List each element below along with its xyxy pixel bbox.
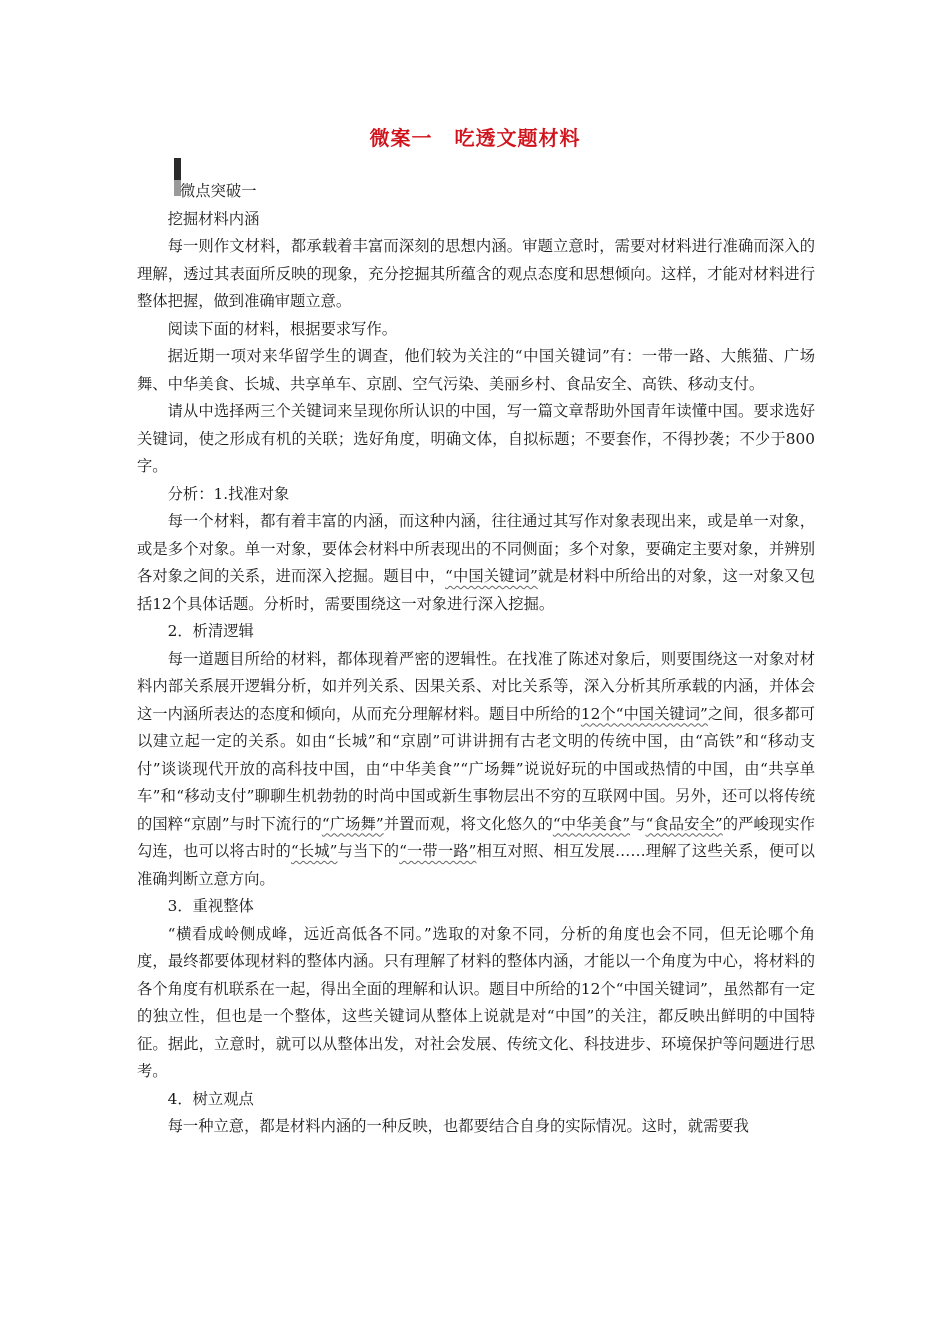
emphasis-wavy: “一带一路” bbox=[399, 842, 477, 860]
body-text bbox=[137, 178, 815, 1141]
text-run: 每一道题目所给的材料，都体现着严密的逻辑性。在找准了陈述对象后，则要围绕这一对象对材料内部关系展开逻辑分析，如并列关系、因果关系、对比关系等，深入分析其所承载的内涵，并体会这一内涵所表达的态度和倾向，从而充分理解材料。题目中所给的 bbox=[137, 649, 815, 723]
analysis-paragraph-1 bbox=[137, 508, 815, 618]
analysis-paragraph-3: “横看成岭侧成峰，远近高低各不同。”选取的对象不同，分析的角度也会不同，但无论哪个角度，最终都要体现材料的整体内涵。只有理解了材料的整体内涵，才能以一个角度为中心，将材料的各个角度有机联系在一起，得出全面的理解和认识。题目中所给的12个“中国关键词”，虽然都有一定的独立性，但也是一个整体，这些关键词从整体上说就是对“中国”的关注，都反映出鲜明的中国特征。据此，立意时，就可以从整体出发，对社会发展、传统文化、科技进步、环境保护等问题进行思考。 bbox=[137, 924, 815, 1080]
page-title bbox=[0, 122, 950, 151]
text-run: 并置而观，将文化悠久的 bbox=[383, 814, 553, 833]
emphasis-wavy: “长城” bbox=[290, 842, 338, 860]
title-part-2: 吃透文题材料 bbox=[454, 126, 581, 150]
analysis-paragraph-2 bbox=[137, 646, 815, 894]
material-paragraph: 据近期一项对来华留学生的调查，他们较为关注的“中国关键词”有：一带一路、大熊猫、广场舞、中华美食、长城、共享单车、京剧、空气污染、美丽乡村、食品安全、高铁、移动支付。 bbox=[137, 347, 815, 393]
title-part-1: 微案一 bbox=[369, 126, 433, 150]
intro-paragraph: 每一则作文材料，都承载着丰富而深刻的思想内涵。审题立意时，需要对材料进行准确而深入的理解，透过其表面所反映的现象，充分挖掘其所蕴含的观点态度和思想倾向。这样，才能对材料进行整体把握，做到准确审题立意。 bbox=[137, 237, 815, 310]
text-run: 就是材料中所给出的对象，这一对象又包括12个具体话题。分析时，需要围绕这一对象进行深入挖掘。 bbox=[137, 567, 815, 613]
task-intro: 阅读下面的材料，根据要求写作。 bbox=[167, 319, 398, 338]
emphasis-wavy: “食品安全” bbox=[645, 814, 723, 833]
text-run: 与当下的 bbox=[337, 842, 400, 860]
analysis-heading-3: 3．重视整体 bbox=[167, 897, 254, 915]
requirement-paragraph: 请从中选择两三个关键词来呈现你所认识的中国，写一篇文章帮助外国青年读懂中国。要求选好关键词，使之形成有机的关联；选好角度，明确文体，自拟标题；不要套作，不得抄袭；不少于800字。 bbox=[137, 402, 815, 475]
text-run: 与 bbox=[630, 814, 646, 833]
section-label: 微点突破一 bbox=[180, 182, 257, 200]
analysis-paragraph-4: 每一种立意，都是材料内涵的一种反映，也都要结合自身的实际情况。这时，就需要我 bbox=[167, 1117, 749, 1135]
analysis-heading-1: 分析：1.找准对象 bbox=[167, 484, 290, 503]
text-run: 的严峻现实作勾连，也可以将古时的 bbox=[137, 814, 815, 860]
section-title: 挖掘材料内涵 bbox=[167, 209, 260, 228]
text-run: 之间，很多都可以建立起一定的关系。如由“长城”和“京剧”可讲讲拥有古老文明的传统中国，由“高铁”和“移动支付”谈谈现代开放的高科技中国，由“中华美食”“广场舞”说说好玩的中国或热情的中国，由“共享单车”和“移动支付”聊聊生机勃勃的时尚中国或新生事物层出不穷的互联网中国。另外，还可以将传统的国粹“京剧”与时下流行的 bbox=[137, 704, 815, 833]
text-run: 每一个材料，都有着丰富的内涵，而这种内涵，往往通过其写作对象表现出来，或是单一对象，或是多个对象。单一对象，要体会材料中所表现出的不同侧面；多个对象，要确定主要对象，并辨别各对象之间的关系，进而深入挖掘。题目中， bbox=[137, 512, 815, 585]
emphasis-wavy: “广场舞” bbox=[321, 814, 384, 833]
emphasis-wavy: “中国关键词” bbox=[445, 567, 538, 585]
analysis-heading-2: 2．析清逻辑 bbox=[167, 622, 254, 640]
analysis-heading-4: 4．树立观点 bbox=[167, 1089, 254, 1108]
emphasis-wavy: 12个“中国关键词” bbox=[580, 704, 708, 723]
emphasis-wavy: “中华美食” bbox=[552, 814, 631, 833]
text-run: 相互对照、相互发展……理解了这些关系，便可以准确判断立意方向。 bbox=[137, 842, 815, 888]
